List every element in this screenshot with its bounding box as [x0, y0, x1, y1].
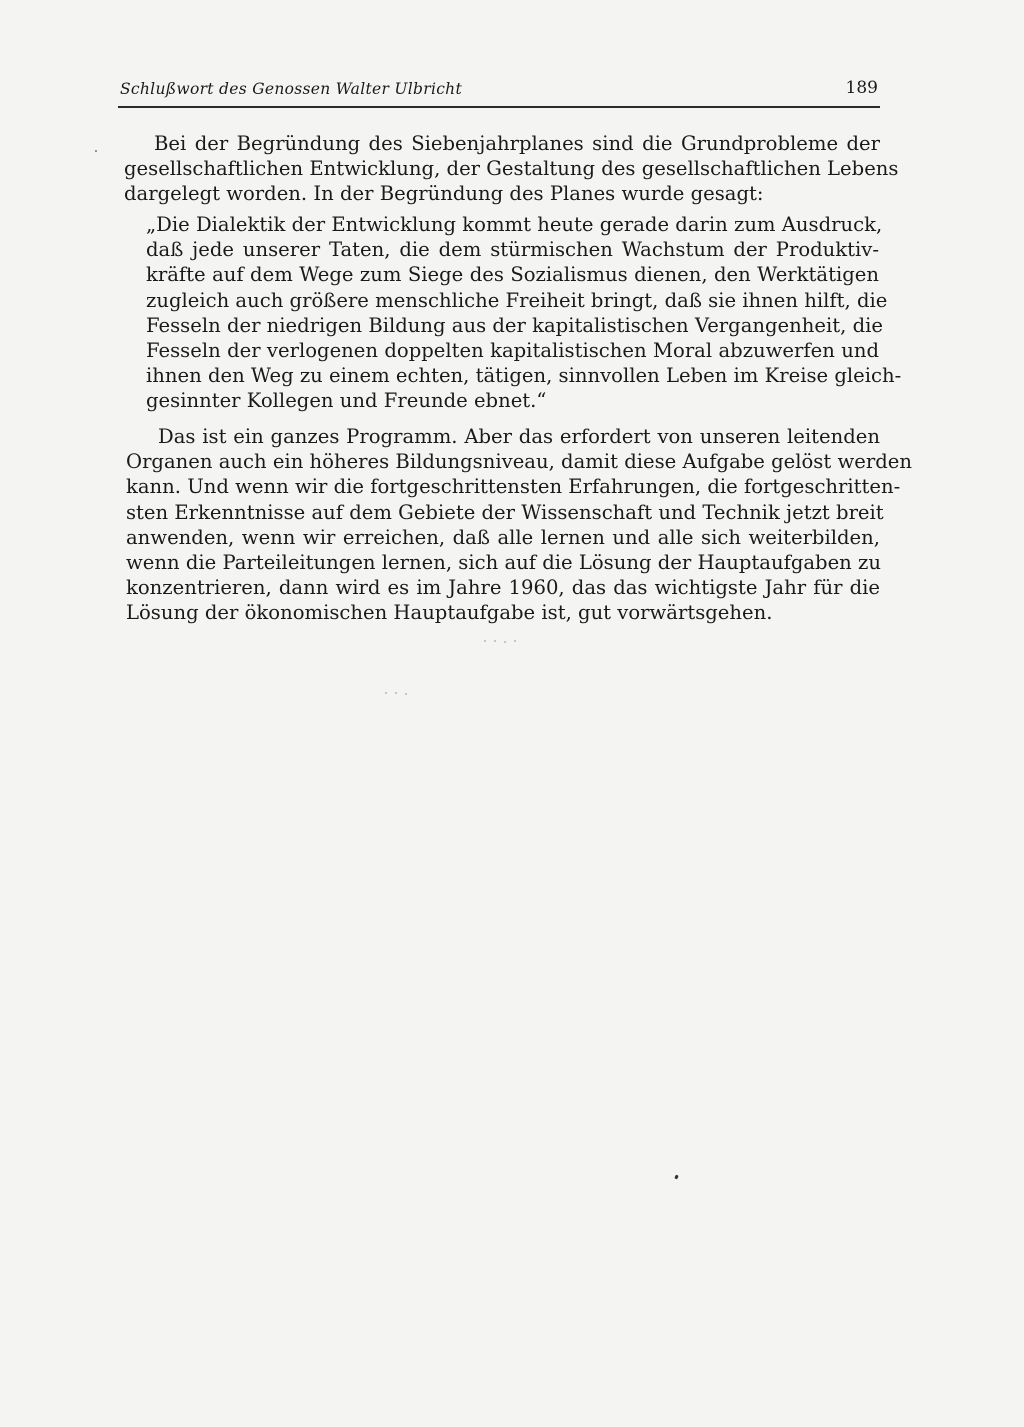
- scan-dot: [494, 640, 496, 642]
- text-line: konzentrieren, dann wird es im Jahre 1960, das das wichtigste Jahr für die: [126, 576, 880, 600]
- block-quote: [146, 212, 902, 414]
- text-line: sten Erkenntnisse auf dem Gebiete der Wissenschaft und Technik jetzt breit: [126, 500, 884, 524]
- scan-speck: [674, 1175, 678, 1180]
- running-head: [120, 78, 878, 102]
- quote-line: „Die Dialektik der Entwicklung kommt heute gerade darin zum Ausdruck,: [146, 213, 883, 236]
- quote-line: Fesseln der niedrigen Bildung aus der kapitalistischen Vergangenheit, die: [146, 313, 883, 337]
- text-line: kann. Und wenn wir die fortgeschrittensten Erfahrungen, die fortgeschritten-: [126, 475, 901, 499]
- scan-dot: [514, 640, 516, 642]
- text-line: Das ist ein ganzes Programm. Aber das erfordert von unseren leitenden: [158, 425, 880, 448]
- running-title: Schlußwort des Genossen Walter Ulbricht: [120, 80, 462, 98]
- scan-dot: [395, 692, 397, 694]
- quote-line: kräfte auf dem Wege zum Siege des Sozialismus dienen, den Werktätigen: [146, 263, 879, 287]
- page-number: 189: [845, 78, 878, 98]
- header-rule: [118, 106, 880, 108]
- scan-dot: [484, 640, 486, 642]
- scan-speck: [95, 150, 98, 153]
- text-line: gesellschaftlichen Entwicklung, der Gestaltung des gesellschaftlichen Lebens: [124, 157, 899, 181]
- text-line: Organen auch ein höheres Bildungsniveau, damit diese Aufgabe gelöst werden: [126, 450, 912, 474]
- quote-line: gesinnter Kollegen und Freunde ebnet.“: [146, 389, 547, 413]
- quote-line: zugleich auch größere menschliche Freiheit bringt, daß sie ihnen hilft, die: [146, 288, 888, 312]
- paragraph-conclusion: [126, 424, 912, 626]
- text-line: Lösung der ökonomischen Hauptaufgabe ist, gut vorwärtsgehen.: [126, 601, 773, 625]
- text-line: Bei der Begründung des Siebenjahrplanes sind die Grundprobleme der: [154, 132, 880, 155]
- text-line: dargelegt worden. In der Begründung des Planes wurde gesagt:: [124, 182, 764, 206]
- quote-line: Fesseln der verlogenen doppelten kapitalistischen Moral abzuwerfen und: [146, 339, 879, 363]
- text-line: wenn die Parteileitungen lernen, sich auf die Lösung der Hauptaufgaben zu: [126, 551, 881, 575]
- scan-dot: [504, 641, 506, 643]
- scan-dot: [385, 692, 387, 694]
- text-line: anwenden, wenn wir erreichen, daß alle lernen und alle sich weiterbilden,: [126, 525, 880, 549]
- paragraph-intro: [124, 131, 899, 207]
- quote-line: ihnen den Weg zu einem echten, tätigen, sinnvollen Leben im Kreise gleich-: [146, 364, 902, 388]
- quote-line: daß jede unserer Taten, die dem stürmischen Wachstum der Produktiv-: [146, 238, 879, 262]
- scan-dot: [405, 693, 407, 695]
